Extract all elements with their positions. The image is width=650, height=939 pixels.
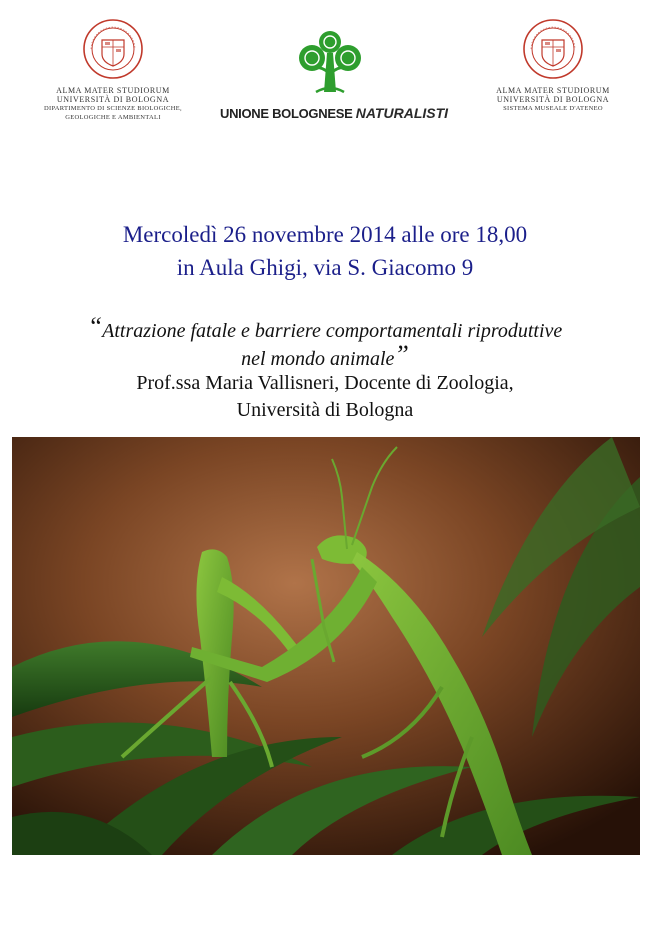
department-name-line1: DIPARTIMENTO DI SCIENZE BIOLOGICHE, xyxy=(44,105,182,112)
talk-title-text1: Attrazione fatale e barriere comportamentali riproduttive xyxy=(102,320,563,342)
talk-title-line1 xyxy=(0,312,650,343)
ubn-logo xyxy=(220,28,449,121)
unibo-logo-left xyxy=(38,18,188,122)
mantis-photo xyxy=(12,437,640,855)
university-name-line2: UNIVERSITÀ DI BOLOGNA xyxy=(496,95,610,104)
praying-mantis-image xyxy=(12,437,640,855)
university-name-line1: ALMA MATER STUDIORUM xyxy=(56,86,170,95)
speaker-line1: Prof.ssa Maria Vallisneri, Docente di Zoologia, xyxy=(136,372,514,394)
university-name-line1: ALMA MATER STUDIORUM xyxy=(496,86,610,95)
ubn-name-part1: UNIONE BOLOGNESE xyxy=(220,106,356,121)
university-name-line2: UNIVERSITÀ DI BOLOGNA xyxy=(56,95,170,104)
unibo-logo-right xyxy=(478,18,628,113)
close-quote: ” xyxy=(394,340,409,369)
event-date: Mercoledì 26 novembre 2014 alle ore 18,00 xyxy=(122,222,528,247)
university-seal-icon xyxy=(82,18,144,80)
department-name-line2: GEOLOGICHE E AMBIENTALI xyxy=(65,114,161,121)
tree-logo-icon xyxy=(290,28,370,98)
ubn-name-part2: NATURALISTI xyxy=(355,105,449,121)
university-seal-icon xyxy=(522,18,584,80)
speaker-line2: Università di Bologna xyxy=(236,399,414,421)
museum-system-name: SISTEMA MUSEALE D'ATENEO xyxy=(503,105,603,112)
talk-title-text2: nel mondo animale xyxy=(241,348,395,370)
talk-title-line2 xyxy=(0,340,650,371)
header xyxy=(0,0,650,130)
ubn-name xyxy=(220,105,449,121)
open-quote: “ xyxy=(87,312,103,341)
event-venue: in Aula Ghigi, via S. Giacomo 9 xyxy=(176,255,474,280)
